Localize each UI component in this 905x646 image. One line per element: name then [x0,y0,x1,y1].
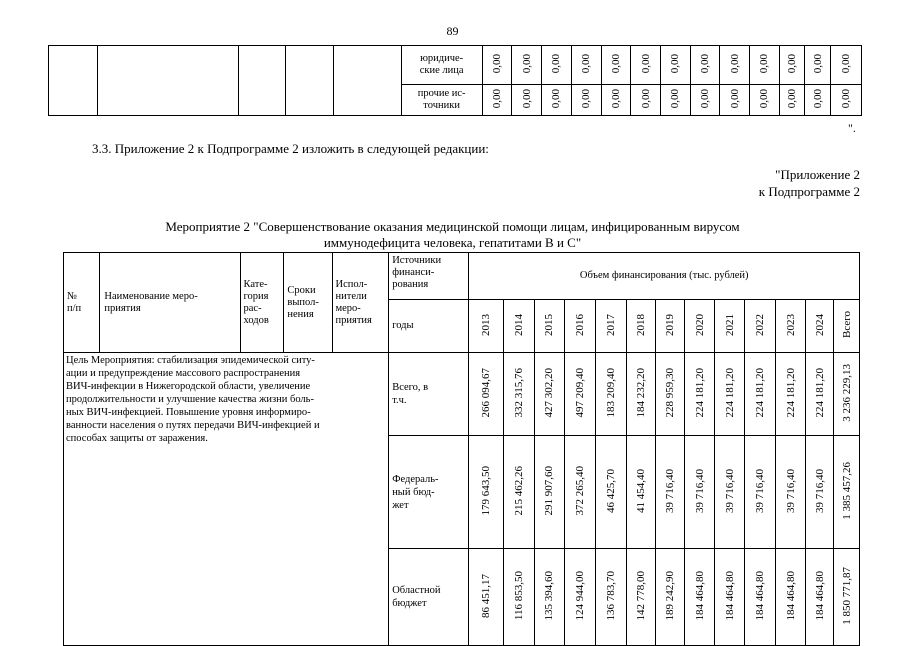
value-cell [690,46,720,85]
main-table [63,252,860,646]
year-cell [685,300,715,353]
value-cell [750,46,780,85]
amount-cell-text: 332 315,76 [512,367,525,418]
table-title-line1: Мероприятие 2 "Совершенствование оказания медицинской помощи лицам, инфицированным вирусом [165,219,740,234]
amount-cell-text: 1 385 457,26 [840,461,853,520]
amount-cell [595,549,626,646]
value-cell [750,85,780,116]
amount-cell [655,436,685,549]
value-cell [631,85,661,116]
value-cell-text: 0,00 [758,53,771,74]
value-cell-text: 0,00 [811,88,824,109]
value-cell-text: 0,00 [520,53,533,74]
amount-cell [595,353,626,436]
amount-cell [564,353,595,436]
amount-cell-text: 86 451,17 [480,573,493,618]
top-table [48,45,862,116]
data-row [64,353,860,436]
appendix-label-line2: к Подпрограмме 2 [758,184,860,199]
amount-cell-text: 136 783,70 [604,570,617,621]
amount-cell [806,353,834,436]
value-cell [571,85,601,116]
amount-cell-text: 224 181,20 [813,367,826,418]
amount-cell-text: 39 716,40 [693,468,706,513]
header-sources: Источники финанси- рования [389,253,469,300]
amount-cell [503,549,534,646]
amount-cell-text: 135 394,60 [543,570,556,621]
value-cell-text: 0,00 [669,88,682,109]
amount-cell-text: 266 094,67 [480,367,493,418]
value-cell [601,46,631,85]
amount-cell [834,436,860,549]
amount-cell [564,549,595,646]
year-cell-text: Всего [840,311,853,338]
amount-cell-text: 224 181,20 [723,367,736,418]
year-cell [715,300,745,353]
top-table-row [49,46,862,85]
year-cell-text: 2019 [663,313,676,336]
amount-cell [776,353,806,436]
amount-cell-text: 183 209,40 [604,367,617,418]
year-cell-text: 2018 [634,313,647,336]
year-cell [469,300,503,353]
amount-cell [534,436,564,549]
table-title-line2: иммунодефицита человека, гепатитами В и С" [323,235,582,250]
amount-cell-text: 427 302,20 [543,367,556,418]
value-cell [482,85,512,116]
header-years-label: годы [389,300,469,353]
amount-cell [503,436,534,549]
value-cell-text: 0,00 [728,53,741,74]
value-cell [831,46,862,85]
value-cell [779,46,805,85]
year-cell [806,300,834,353]
value-cell-text: 0,00 [639,53,652,74]
value-cell-text: 0,00 [786,53,799,74]
amount-cell-text: 215 462,26 [512,465,525,516]
source-cell: прочие ис- точники [401,85,482,116]
value-cell [805,85,831,116]
amount-cell [776,436,806,549]
amount-cell-text: 224 181,20 [693,367,706,418]
amount-cell [503,353,534,436]
value-cell-text: 0,00 [550,53,563,74]
amount-cell [715,436,745,549]
header-category: Кате- гория рас- ходов [240,253,284,353]
value-cell [805,46,831,85]
amount-cell [745,353,776,436]
amount-cell [685,436,715,549]
amount-cell [806,549,834,646]
amount-cell-text: 39 716,40 [813,468,826,513]
value-cell-text: 0,00 [786,88,799,109]
value-cell [542,85,572,116]
amount-cell [534,353,564,436]
year-cell-text: 2015 [543,313,556,336]
value-cell [512,46,542,85]
amount-cell-text: 189 242,90 [663,570,676,621]
amount-cell [564,436,595,549]
value-cell-text: 0,00 [520,88,533,109]
value-cell [512,85,542,116]
value-cell [660,46,690,85]
appendix-label-line1: "Приложение 2 [775,167,860,182]
amount-cell [745,549,776,646]
amount-cell [595,436,626,549]
year-cell-text: 2021 [723,313,736,336]
value-cell-text: 0,00 [490,53,503,74]
amount-cell-text: 224 181,20 [754,367,767,418]
value-cell [720,85,750,116]
value-cell-text: 0,00 [639,88,652,109]
value-cell-text: 0,00 [811,53,824,74]
value-cell [831,85,862,116]
amount-cell-text: 39 716,40 [663,468,676,513]
value-cell-text: 0,00 [609,53,622,74]
amount-cell-text: 39 716,40 [723,468,736,513]
year-cell-text: 2024 [813,313,826,336]
value-cell-text: 0,00 [758,88,771,109]
amount-cell [685,353,715,436]
amount-cell-text: 124 944,00 [573,570,586,621]
header-row [64,253,860,300]
value-cell [720,46,750,85]
empty-cell [98,46,238,116]
year-cell [655,300,685,353]
amount-cell [534,549,564,646]
amount-cell [685,549,715,646]
amount-cell [626,436,655,549]
year-cell-text: 2016 [573,313,586,336]
value-cell [601,85,631,116]
amount-cell [655,549,685,646]
amount-cell-text: 184 232,20 [634,367,647,418]
empty-cell [49,46,98,116]
value-cell [482,46,512,85]
value-cell-text: 0,00 [728,88,741,109]
paragraph-3-3: 3.3. Приложение 2 к Подпрограмме 2 изложить в следующей редакции: [92,141,489,156]
value-cell [690,85,720,116]
value-cell-text: 0,00 [580,88,593,109]
amount-cell-text: 228 959,30 [663,367,676,418]
value-cell-text: 0,00 [699,53,712,74]
amount-cell [469,436,503,549]
amount-cell-text: 372 265,40 [573,465,586,516]
year-cell-text: 2017 [604,313,617,336]
header-num: № п/п [64,253,100,353]
value-cell-text: 0,00 [840,53,853,74]
amount-cell-text: 224 181,20 [784,367,797,418]
amount-cell-text: 39 716,40 [754,468,767,513]
year-cell-text: 2023 [784,313,797,336]
page-number: 89 [446,24,459,38]
year-cell-text: 2022 [754,313,767,336]
year-cell-text: 2014 [512,313,525,336]
year-cell [564,300,595,353]
amount-cell [715,353,745,436]
year-cell [834,300,860,353]
value-cell-text: 0,00 [550,88,563,109]
header-name: Наименование меро- приятия [100,253,240,353]
value-cell-text: 0,00 [490,88,503,109]
amount-cell [626,353,655,436]
value-cell-text: 0,00 [609,88,622,109]
amount-cell-text: 46 425,70 [604,468,617,513]
value-cell-text: 0,00 [840,88,853,109]
value-cell-text: 0,00 [699,88,712,109]
closing-mark: ". [848,121,856,135]
year-cell [626,300,655,353]
amount-cell-text: 497 209,40 [573,367,586,418]
amount-cell-text: 179 643,50 [480,465,493,516]
amount-cell [745,436,776,549]
amount-cell-text: 184 464,80 [784,570,797,621]
year-cell-text: 2020 [693,313,706,336]
amount-cell-text: 3 236 229,13 [840,363,853,422]
amount-cell [626,549,655,646]
amount-cell-text: 116 853,50 [512,570,525,621]
amount-cell-text: 184 464,80 [754,570,767,621]
source-cell: Областной бюджет [389,549,469,646]
value-cell [779,85,805,116]
amount-cell [469,549,503,646]
year-cell [534,300,564,353]
amount-cell [469,353,503,436]
amount-cell-text: 142 778,00 [634,570,647,621]
year-cell [503,300,534,353]
amount-cell [776,549,806,646]
year-cell [776,300,806,353]
year-cell [745,300,776,353]
year-cell [595,300,626,353]
amount-cell-text: 39 716,40 [784,468,797,513]
value-cell [542,46,572,85]
amount-cell [834,353,860,436]
value-cell-text: 0,00 [580,53,593,74]
amount-cell-text: 184 464,80 [813,570,826,621]
goal-cell: Цель Мероприятия: стабилизация эпидемической ситу- ации и предупреждение массового распространения ВИЧ-инфекции в Нижегородской области, увеличение продолжительности и улучшение качества жизни боль- ных ВИЧ-инфекцией. Повышение уровня информиро- ванности населения о путях передачи ВИЧ-инфекцией и способах защиты от заражения. [64,353,389,646]
value-cell [571,46,601,85]
value-cell [631,46,661,85]
value-cell-text: 0,00 [669,53,682,74]
header-volume: Объем финансирования (тыс. рублей) [469,253,860,300]
header-executors: Испол- нители меро- приятия [332,253,389,353]
amount-cell-text: 1 850 771,87 [840,566,853,625]
amount-cell-text: 184 464,80 [693,570,706,621]
amount-cell-text: 291 907,60 [543,465,556,516]
empty-cell [333,46,401,116]
empty-cell [238,46,285,116]
amount-cell [655,353,685,436]
source-cell: юридиче- ские лица [401,46,482,85]
value-cell [660,85,690,116]
source-cell: Федераль- ный бюд- жет [389,436,469,549]
empty-cell [285,46,333,116]
source-cell: Всего, в т.ч. [389,353,469,436]
amount-cell [834,549,860,646]
year-cell-text: 2013 [480,313,493,336]
amount-cell [715,549,745,646]
amount-cell-text: 184 464,80 [723,570,736,621]
header-terms: Сроки выпол- нения [284,253,332,353]
amount-cell [806,436,834,549]
amount-cell-text: 41 454,40 [634,468,647,513]
